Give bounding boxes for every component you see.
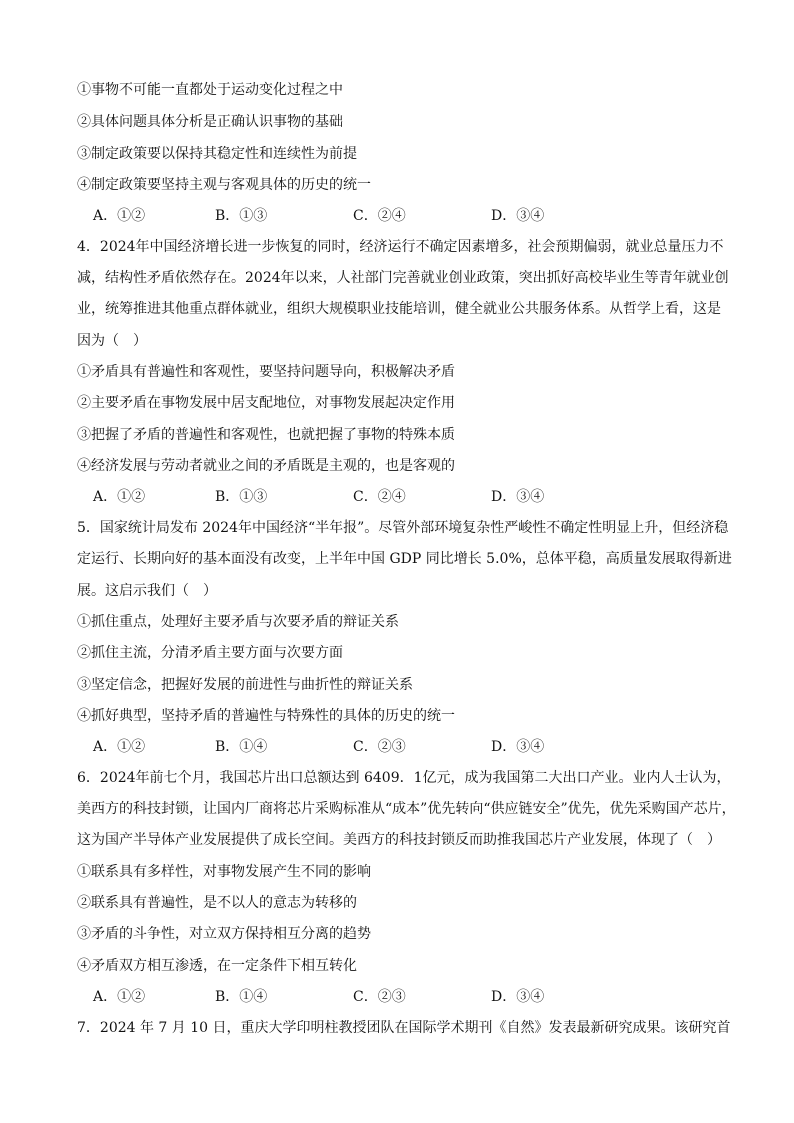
- option-d: D．③④: [491, 739, 545, 755]
- statement-line: ④经济发展与劳动者就业之间的矛盾既是主观的，也是客观的: [77, 458, 455, 474]
- option-b: B．①③: [215, 489, 268, 505]
- statement-line: ②联系具有普遍性，是不以人的意志为转移的: [77, 895, 357, 911]
- option-c: C．②③: [353, 989, 406, 1005]
- question-stem-line: 7．2024 年 7 月 10 日，重庆大学印明柱教授团队在国际学术期刊《自然》发表最新研究成果。该研究首: [77, 1020, 731, 1036]
- option-b: B．①④: [215, 739, 268, 755]
- option-a: A．①②: [93, 208, 146, 224]
- statement-line: ①联系具有多样性，对事物发展产生不同的影响: [77, 864, 371, 880]
- answer-options: [93, 206, 653, 226]
- option-a: A．①②: [93, 989, 146, 1005]
- answer-options: [93, 737, 653, 757]
- statement-line: ②具体问题具体分析是正确认识事物的基础: [77, 114, 343, 130]
- question-stem-line: 因为（ ）: [77, 333, 147, 349]
- answer-options: [93, 487, 653, 507]
- statement-line: ③矛盾的斗争性，对立双方保持相互分离的趋势: [77, 926, 371, 942]
- question-stem-line: 业，统筹推进其他重点群体就业，组织大规模职业技能培训，健全就业公共服务体系。从哲学上看，这是: [77, 301, 721, 317]
- answer-options: [93, 987, 653, 1007]
- question-stem-line: 减，结构性矛盾依然存在。2024年以来，人社部门完善就业创业政策，突出抓好高校毕业生等青年就业创: [77, 270, 729, 286]
- option-a: A．①②: [93, 489, 146, 505]
- statement-line: ①抓住重点，处理好主要矛盾与次要矛盾的辩证关系: [77, 614, 399, 630]
- statement-line: ③制定政策要以保持其稳定性和连续性为前提: [77, 146, 357, 162]
- option-c: C．②③: [353, 739, 406, 755]
- statement-line: ④矛盾双方相互渗透，在一定条件下相互转化: [77, 958, 357, 974]
- option-b: B．①③: [215, 208, 268, 224]
- option-d: D．③④: [491, 489, 545, 505]
- question-stem-line: 6．2024年前七个月，我国芯片出口总额达到 6409．1亿元，成为我国第二大出口产业。业内人士认为，: [77, 770, 731, 786]
- question-stem-line: 定运行、长期向好的基本面没有改变，上半年中国 GDP 同比增长 5.0%，总体平稳，高质量发展取得新进: [77, 551, 732, 567]
- statement-line: ④抓好典型，坚持矛盾的普遍性与特殊性的具体的历史的统一: [77, 708, 455, 724]
- statement-line: ①事物不可能一直都处于运动变化过程之中: [77, 82, 343, 98]
- option-b: B．①④: [215, 989, 268, 1005]
- statement-line: ②抓住主流，分清矛盾主要方面与次要方面: [77, 645, 343, 661]
- question-stem-line: 美西方的科技封锁，让国内厂商将芯片采购标准从“成本”优先转向“供应链安全”优先，优先采购国产芯片，: [77, 801, 736, 817]
- option-d: D．③④: [491, 989, 545, 1005]
- question-stem-line: 5．国家统计局发布 2024年中国经济“半年报”。尽管外部环境复杂性严峻性不确定性明显上升，但经济稳: [77, 520, 729, 536]
- option-a: A．①②: [93, 739, 146, 755]
- option-c: C．②④: [353, 208, 406, 224]
- statement-line: ①矛盾具有普遍性和客观性，要坚持问题导向，积极解决矛盾: [77, 364, 455, 380]
- statement-line: ③把握了矛盾的普遍性和客观性，也就把握了事物的特殊本质: [77, 427, 455, 443]
- statement-line: ④制定政策要坚持主观与客观具体的历史的统一: [77, 177, 371, 193]
- question-stem-line: 展。这启示我们（ ）: [77, 583, 217, 599]
- option-d: D．③④: [491, 208, 545, 224]
- option-c: C．②④: [353, 489, 406, 505]
- statement-line: ②主要矛盾在事物发展中居支配地位，对事物发展起决定作用: [77, 395, 455, 411]
- question-stem-line: 4．2024年中国经济增长进一步恢复的同时，经济运行不确定因素增多，社会预期偏弱，就业总量压力不: [77, 239, 724, 255]
- question-stem-line: 这为国产半导体产业发展提供了成长空间。美西方的科技封锁反而助推我国芯片产业发展，体现了（ ）: [77, 832, 721, 848]
- statement-line: ③坚定信念，把握好发展的前进性与曲折性的辩证关系: [77, 677, 413, 693]
